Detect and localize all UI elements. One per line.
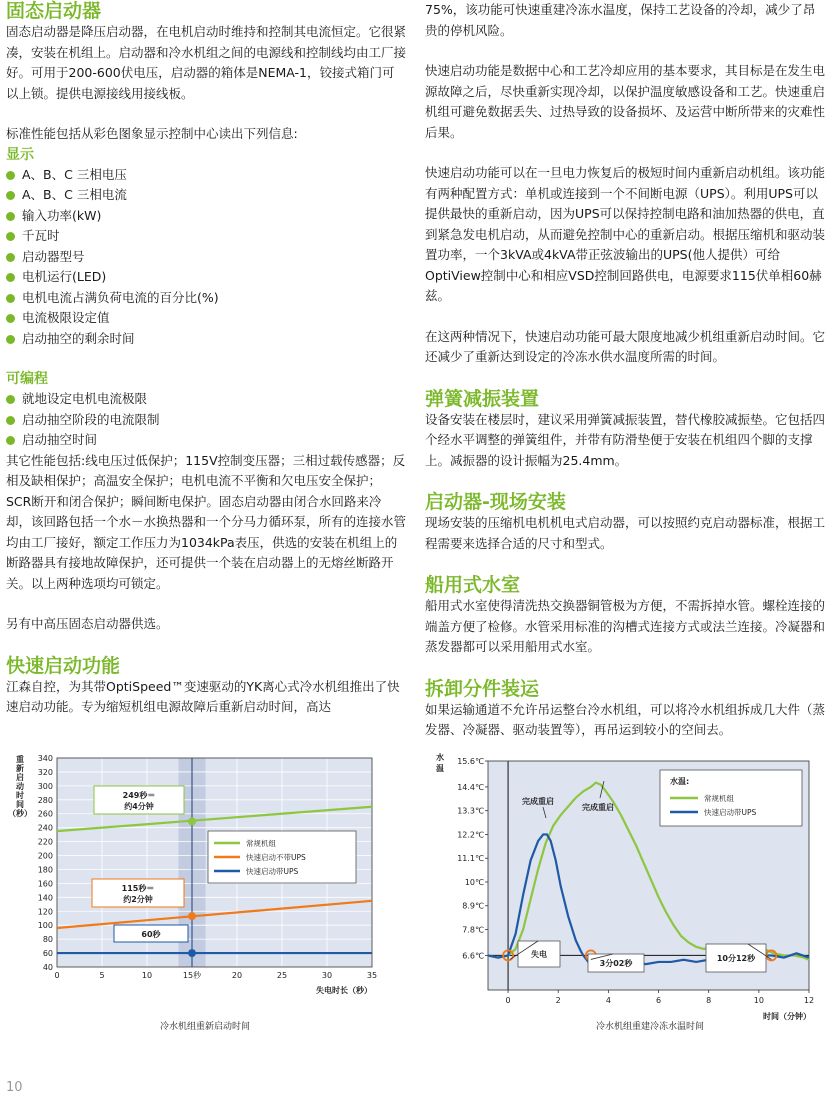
para-field: 现场安装的压缩机电机机电式启动器，可以按照约克启动器标准，根据工程需要来选择合适的尺寸和型式。 bbox=[425, 515, 826, 551]
y-axis-label-char: （秒） bbox=[8, 809, 32, 818]
para-starter: 固态启动器是降压启动器，在电机启动时维持和控制其电流恒定。它很紧凑，安装在机组上。启动器和冷水机组之间的电源线和控制线均由工厂接好。可用于200-600伏电压，启动器的箱体是NEMA-1，铰接式箱门可以上锁。提供电源接线用接线板。 bbox=[6, 24, 407, 101]
x-tick-label: 6 bbox=[655, 996, 662, 1005]
legend-title: 水温: bbox=[670, 777, 690, 786]
x-axis-label: 失电时长（秒） bbox=[316, 986, 372, 995]
heading-field-starter: 启动器-现场安装 bbox=[425, 491, 566, 513]
x-tick-label: 10 bbox=[141, 971, 153, 980]
y-tick-label: 140 bbox=[37, 893, 53, 903]
legend-label: 快速启动不带UPS bbox=[246, 853, 306, 862]
para-knockdown: 如果运输通道不允许吊运整台冷水机组，可以将冷水机组拆成几大件（蒸发器、冷凝器、驱动装置等），再吊运到较小的空间去。 bbox=[425, 701, 826, 737]
para-quick-4: 在这两种情况下，快速启动功能可最大限度地减少机组重新启动时间。它还减少了重新达到设定的冷冻水供水温度所需的时间。 bbox=[425, 328, 826, 364]
x-tick-label: 2 bbox=[555, 996, 561, 1005]
page-number: 10 bbox=[6, 1080, 23, 1095]
program-list bbox=[6, 389, 406, 451]
annotation-text: 完成重启 bbox=[522, 797, 554, 806]
y-tick-label: 260 bbox=[37, 809, 53, 819]
annotation-text: 249秒＝ bbox=[122, 791, 156, 800]
x-tick-label: 35 bbox=[366, 971, 378, 980]
data-point bbox=[188, 912, 196, 920]
data-point bbox=[188, 949, 196, 957]
para-other: 其它性能包括:线电压过低保护；115V控制变压器；三相过载传感器；反相及缺相保护；高温安全保护；电机电流不平衡和欠电压安全保护；SCR断开和闭合保护；瞬间断电保护。固态启动器由闭合水回路来冷却，该回路包括一个水－水换热器和一个分马力循环泵，所有的连接水管均由工厂接好，额定工作压力为1034kPa表压，供选的安装在机组上的断路器具有接地故障保护，还可提供一个装在启动器上的无熔丝断路开关。以上两种选项均可锁定。 bbox=[6, 452, 407, 591]
y-tick-label: 7.8℃ bbox=[462, 925, 484, 935]
legend-label: 快速启动带UPS bbox=[704, 808, 757, 817]
para-quick-cont: 75%，该功能可快速重建冷冻水温度，保持工艺设备的冷却，减少了昂贵的停机风险。 bbox=[425, 2, 816, 38]
annotation-text: 115秒＝ bbox=[121, 884, 155, 893]
para-quick-2: 快速启动功能是数据中心和工艺冷却应用的基本要求，其目标是在发生电源故障之后，尽快重新实现冷却，以保护温度敏感设备和工艺。快速重启机组可避免数据丢失、过热导致的设备损坏、及运营中断所带来的灾难性后果。 bbox=[425, 63, 826, 140]
annotation-text: 约2分钟 bbox=[123, 895, 153, 904]
y-tick-label: 11.1℃ bbox=[457, 854, 484, 864]
list-item: 电流极限设定值 bbox=[6, 308, 406, 329]
restart-time-chart bbox=[0, 748, 400, 1038]
water-temp-chart-svg bbox=[418, 748, 827, 1038]
data-point bbox=[188, 817, 196, 825]
annotation-text: 失电 bbox=[531, 950, 547, 959]
annotation-text: 60秒 bbox=[141, 930, 161, 939]
y-tick-label: 240 bbox=[37, 823, 53, 833]
heading-display: 显示 bbox=[6, 146, 34, 163]
list-item: 就地设定电机电流极限 bbox=[6, 389, 406, 410]
annotation-text: 3分02秒 bbox=[599, 959, 633, 968]
y-axis-label-char: 动 bbox=[16, 782, 24, 791]
y-tick-label: 180 bbox=[37, 865, 53, 875]
y-tick-label: 200 bbox=[37, 851, 53, 861]
x-tick-label: 0 bbox=[54, 971, 60, 980]
y-axis-label-char: 温 bbox=[436, 764, 444, 773]
y-tick-label: 120 bbox=[37, 907, 53, 917]
heading-quick-start: 快速启动功能 bbox=[6, 654, 121, 677]
y-tick-label: 8.9℃ bbox=[462, 901, 484, 911]
para-quick-start: 江森自控，为其带OptiSpeed™变速驱动的YK离心式冷水机组推出了快速启动功能。专为缩短机组电源故障后重新启动时间，高达 bbox=[6, 678, 400, 714]
x-tick-label: 15秒 bbox=[182, 971, 202, 980]
list-item: 启动器型号 bbox=[6, 247, 406, 268]
y-tick-label: 40 bbox=[42, 963, 53, 972]
heading-programmable: 可编程 bbox=[6, 371, 48, 387]
x-tick-label: 4 bbox=[605, 996, 611, 1005]
y-tick-label: 340 bbox=[37, 754, 53, 763]
y-axis-label-char: 间 bbox=[16, 800, 24, 809]
y-axis-label-char: 时 bbox=[16, 791, 24, 800]
display-list bbox=[6, 165, 406, 350]
y-axis-label-char: 重 bbox=[16, 755, 24, 764]
water-temp-chart bbox=[418, 748, 827, 1038]
legend-label: 常规机组 bbox=[246, 839, 276, 848]
x-tick-label: 25 bbox=[276, 971, 288, 980]
para-spring: 设备安装在楼层时，建议采用弹簧减振装置，替代橡胶减振垫。它包括四个经水平调整的弹簧组件，并带有防滑垫便于安装在机组四个脚的支撑上。减振器的设计振幅为25.4mm。 bbox=[425, 411, 826, 468]
y-tick-label: 12.2℃ bbox=[457, 830, 484, 840]
y-tick-label: 220 bbox=[37, 837, 53, 847]
left-column bbox=[6, 0, 406, 718]
list-item: 电机电流占满负荷电流的百分比(%) bbox=[6, 288, 406, 309]
list-item: A、B、C 三相电流 bbox=[6, 185, 406, 206]
heading-knockdown: 拆卸分件装运 bbox=[425, 677, 540, 700]
para-marine: 船用式水室使得清洗热交换器铜管极为方便，不需拆掉水管。螺栓连接的端盖方便了检修。水管采用标准的沟槽式连接方式或法兰连接。冷凝器和蒸发器都可以采用船用式水室。 bbox=[425, 598, 826, 654]
x-tick-label: 10 bbox=[753, 996, 764, 1005]
y-tick-label: 6.6℃ bbox=[462, 951, 484, 961]
x-tick-label: 12 bbox=[803, 996, 815, 1005]
x-tick-label: 8 bbox=[706, 996, 712, 1005]
list-item: 启动抽空阶段的电流限制 bbox=[6, 410, 406, 431]
list-item: 千瓦时 bbox=[6, 226, 406, 247]
annotation-text: 10分12秒 bbox=[716, 954, 756, 963]
x-tick-label: 30 bbox=[321, 971, 333, 980]
y-tick-label: 14.4℃ bbox=[457, 782, 484, 792]
list-item: 电机运行(LED) bbox=[6, 267, 406, 288]
y-axis-label-char: 启 bbox=[16, 773, 24, 782]
y-tick-label: 13.3℃ bbox=[457, 806, 484, 816]
chart-title: 冷水机组重新启动时间 bbox=[159, 1022, 251, 1032]
para-quick-3: 快速启动功能可以在一旦电力恢复后的极短时间内重新启动机组。该功能有两种配置方式：单机或连接到一个不间断电源（UPS）。利用UPS可以提供最快的重新启动，因为UPS可以保持控制电路和油加热器的供电，直到紧急发电机启动，从而避免控制中心的重新启动。根据压缩机和驱动装置功率，一个3kVA或4kVA带正弦波输出的UPS(他人提供）可给OptiView控制中心和相应VSD控制回路供电，电源要求115伏单相60赫兹。 bbox=[425, 165, 826, 303]
annotation-text: 约4分钟 bbox=[124, 802, 154, 811]
heading-solid-state-starter: 固态启动器 bbox=[6, 0, 102, 22]
x-tick-label: 20 bbox=[231, 971, 243, 980]
list-item: 启动抽空时间 bbox=[6, 430, 406, 451]
annotation-text: 完成重启 bbox=[582, 803, 614, 812]
y-tick-label: 320 bbox=[37, 767, 53, 777]
legend-label: 常规机组 bbox=[704, 794, 734, 803]
y-axis-label-char: 水 bbox=[436, 753, 444, 762]
list-item: 启动抽空的剩余时间 bbox=[6, 329, 406, 350]
y-tick-label: 15.6℃ bbox=[457, 757, 484, 766]
y-tick-label: 300 bbox=[37, 781, 53, 791]
heading-marine-waterbox: 船用式水室 bbox=[425, 574, 521, 596]
y-axis-label-char: 新 bbox=[16, 764, 24, 773]
x-axis-label: 时间（分钟） bbox=[763, 1012, 811, 1021]
restart-time-chart-svg bbox=[0, 748, 400, 1038]
list-item: A、B、C 三相电压 bbox=[6, 165, 406, 186]
legend-label: 快速启动带UPS bbox=[246, 867, 299, 876]
x-tick-label: 0 bbox=[505, 996, 511, 1005]
list-item: 输入功率(kW) bbox=[6, 206, 406, 227]
heading-spring-isolators: 弹簧减振装置 bbox=[425, 387, 540, 410]
para-medium-voltage: 另有中高压固态启动器供选。 bbox=[6, 616, 169, 631]
x-tick-label: 5 bbox=[99, 971, 105, 980]
y-tick-label: 80 bbox=[42, 935, 53, 945]
y-tick-label: 60 bbox=[42, 949, 53, 959]
y-tick-label: 10℃ bbox=[464, 877, 484, 887]
y-tick-label: 160 bbox=[37, 879, 53, 889]
right-column bbox=[425, 0, 825, 741]
y-tick-label: 100 bbox=[37, 921, 53, 931]
para-standard: 标准性能包括从彩色图象显示控制中心读出下列信息: bbox=[6, 126, 298, 141]
chart-title: 冷水机组重建冷冻水温时间 bbox=[595, 1022, 705, 1032]
y-tick-label: 280 bbox=[37, 795, 53, 805]
